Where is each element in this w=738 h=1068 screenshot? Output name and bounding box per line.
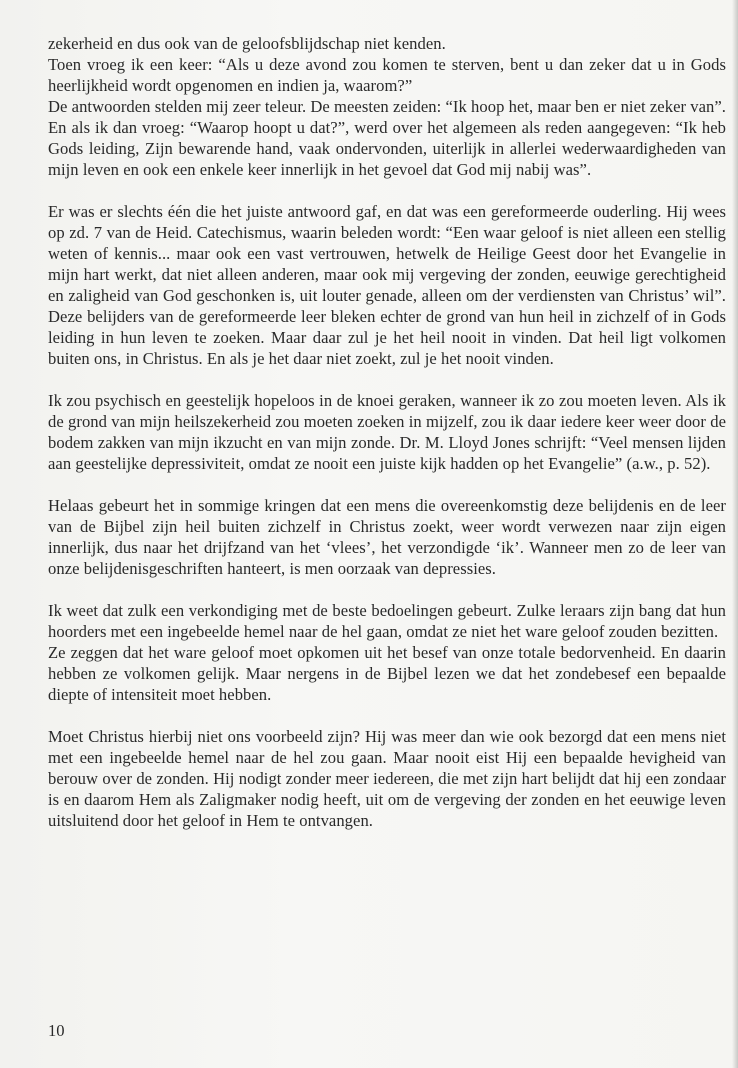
page-number: 10 xyxy=(48,1021,65,1040)
paragraph: Ik zou psychisch en geestelijk hopeloos in de knoei geraken, wanneer ik zo zou moeten leven. Als ik de grond van mijn heilszekerheid zou moeten zoeken in mijzelf, zou ik daar iedere keer weer door de bodem zakken van mijn ikzucht en van mijn zonde. Dr. M. Lloyd Jones schrijft: “Veel mensen lijden aan geestelijke depressiviteit, omdat ze nooit een juiste kijk hadden op het Evangelie” (a.w., p. 52). xyxy=(48,391,726,473)
paragraph-gap xyxy=(48,579,726,600)
paragraph: Ik weet dat zulk een verkondiging met de beste bedoelingen gebeurt. Zulke leraars zijn bang dat hun hoorders met een ingebeelde hemel naar de hel gaan, omdat ze niet het ware geloof zouden bezitten. xyxy=(48,601,726,641)
paragraph: Helaas gebeurt het in sommige kringen dat een mens die overeenkomstig deze belijdenis en de leer van de Bijbel zijn heil buiten zichzelf in Christus zoekt, weer wordt verwezen naar zijn eigen innerlijk, dus naar het drijfzand van het ‘vlees’, het verzondigde ‘ik’. Wanneer men zo de leer van onze belijdenisgeschriften hanteert, is men oorzaak van depressies. xyxy=(48,496,726,578)
paragraph-gap xyxy=(48,474,726,495)
paragraph: Er was er slechts één die het juiste antwoord gaf, en dat was een gereformeerde ouderling. Hij wees op zd. 7 van de Heid. Catechismus, waarin beleden wordt: “Een waar geloof is niet alleen een stellig weten of kennis... maar ook een vast vertrouwen, hetwelk de Heilige Geest door het Evangelie in mijn hart werkt, dat niet alleen anderen, maar ook mij vergeving der zonden, eeuwige gerechtigheid en zaligheid van God geschonken is, uit louter genade, alleen om der verdiensten van Christus’ wil”. Deze belijders van de gereformeerde leer bleken echter de grond van hun heil in zichzelf of in Gods leiding in hun leven te zoeken. Maar daar zul je het heil nooit in vinden. Dat heil ligt volkomen buiten ons, in Christus. En als je het daar niet zoekt, zul je het nooit vinden. xyxy=(48,202,726,368)
paragraph: Moet Christus hierbij niet ons voorbeeld zijn? Hij was meer dan wie ook bezorgd dat een mens niet met een ingebeelde hemel naar de hel zou gaan. Maar nooit eist Hij een bepaalde hevigheid van berouw over de zonden. Hij nodigt zonder meer iedereen, die met zijn hart belijdt dat hij een zondaar is en daarom Hem als Zaligmaker nodig heeft, uit om de vergeving der zonden en het eeuwige leven uitsluitend door het geloof in Hem te ontvangen. xyxy=(48,727,726,830)
paragraph-gap xyxy=(48,705,726,726)
paragraph: Ze zeggen dat het ware geloof moet opkomen uit het besef van onze totale bedorvenheid. En daarin hebben ze volkomen gelijk. Maar nergens in de Bijbel lezen we dat het zondebesef een bepaalde diepte of intensiteit moet hebben. xyxy=(48,643,726,704)
paragraph: Toen vroeg ik een keer: “Als u deze avond zou komen te sterven, bent u dan zeker dat u in Gods heerlijkheid wordt opgenomen en indien ja, waarom?” xyxy=(48,55,726,95)
paragraph-gap xyxy=(48,180,726,201)
paragraph-gap xyxy=(48,369,726,390)
body-text xyxy=(48,33,726,831)
page-edge-shadow xyxy=(732,0,738,1068)
paragraph: zekerheid en dus ook van de geloofsblijdschap niet kenden. xyxy=(48,34,446,53)
paragraph: De antwoorden stelden mij zeer teleur. De meesten zeiden: “Ik hoop het, maar ben er niet zeker van”. En als ik dan vroeg: “Waarop hoopt u dat?”, werd over het algemeen als reden aangegeven: “Ik heb Gods leiding, Zijn bewarende hand, vaak ondervonden, uiterlijk in allerlei wederwaardigheden van mijn leven en ook een enkele keer innerlijk in het gevoel dat God mij nabij was”. xyxy=(48,97,726,179)
